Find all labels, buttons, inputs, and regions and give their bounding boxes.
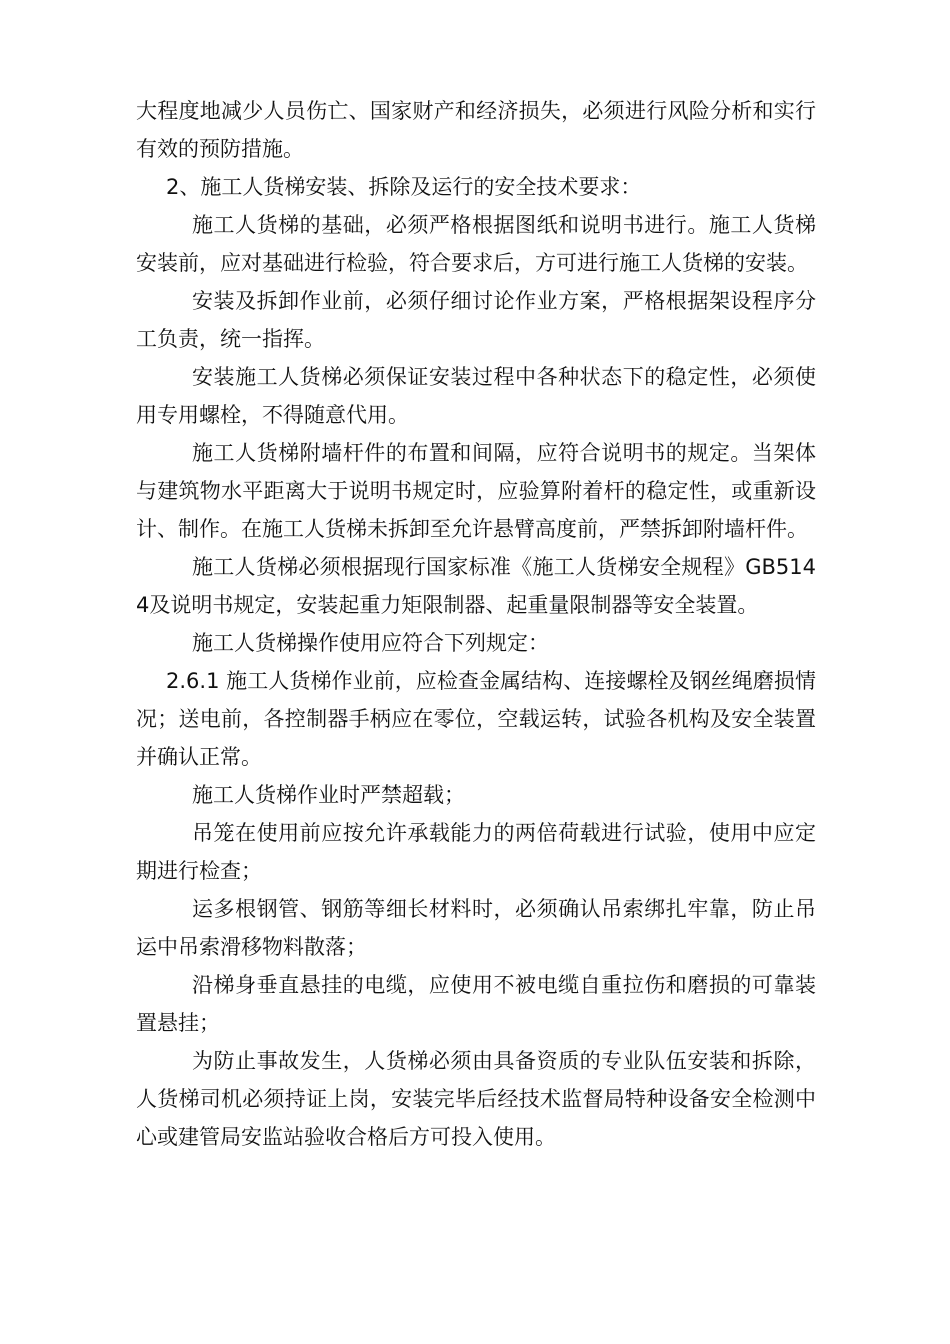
numbered-paragraph: 2.6.1 施工人货梯作业前，应检查金属结构、连接螺栓及钢丝绳磨损情况；送电前，各控制器手柄应在零位，空载运转，试验各机构及安全装置并确认正常。 — [136, 669, 816, 769]
paragraph: 施工人货梯操作使用应符合下列规定： — [192, 631, 549, 655]
paragraph: 施工人货梯附墙杆件的布置和间隔，应符合说明书的规定。当架体与建筑物水平距离大于说明书规定时，应验算附着杆的稳定性，或重新设计、制作。在施工人货梯未拆卸至允许悬臂高度前，严禁拆卸附墙杆件。 — [136, 441, 816, 541]
paragraph: 运多根钢管、钢筋等细长材料时，必须确认吊索绑扎牢靠，防止吊运中吊索滑移物料散落； — [136, 897, 816, 959]
paragraph: 施工人货梯的基础，必须严格根据图纸和说明书进行。施工人货梯安装前，应对基础进行检验，符合要求后，方可进行施工人货梯的安装。 — [136, 213, 816, 275]
paragraph: 沿梯身垂直悬挂的电缆，应使用不被电缆自重拉伤和磨损的可靠装置悬挂； — [136, 973, 816, 1035]
paragraph: 吊笼在使用前应按允许承载能力的两倍荷载进行试验，使用中应定期进行检查； — [136, 821, 816, 883]
paragraph: 施工人货梯必须根据现行国家标准《施工人货梯安全规程》GB5144及说明书规定，安装起重力矩限制器、起重量限制器等安全装置。 — [136, 555, 816, 617]
paragraph: 安装施工人货梯必须保证安装过程中各种状态下的稳定性，必须使用专用螺栓，不得随意代用。 — [136, 365, 816, 427]
document-body — [136, 92, 816, 1156]
paragraph: 为防止事故发生，人货梯必须由具备资质的专业队伍安装和拆除，人货梯司机必须持证上岗，安装完毕后经技术监督局特种设备安全检测中心或建管局安监站验收合格后方可投入使用。 — [136, 1049, 816, 1149]
paragraph: 施工人货梯作业时严禁超载； — [192, 783, 465, 807]
paragraph-continuation: 大程度地减少人员伤亡、国家财产和经济损失，必须进行风险分析和实行有效的预防措施。 — [136, 99, 816, 161]
section-heading: 2、施工人货梯安装、拆除及运行的安全技术要求： — [166, 175, 642, 199]
paragraph: 安装及拆卸作业前，必须仔细讨论作业方案，严格根据架设程序分工负责，统一指挥。 — [136, 289, 816, 351]
